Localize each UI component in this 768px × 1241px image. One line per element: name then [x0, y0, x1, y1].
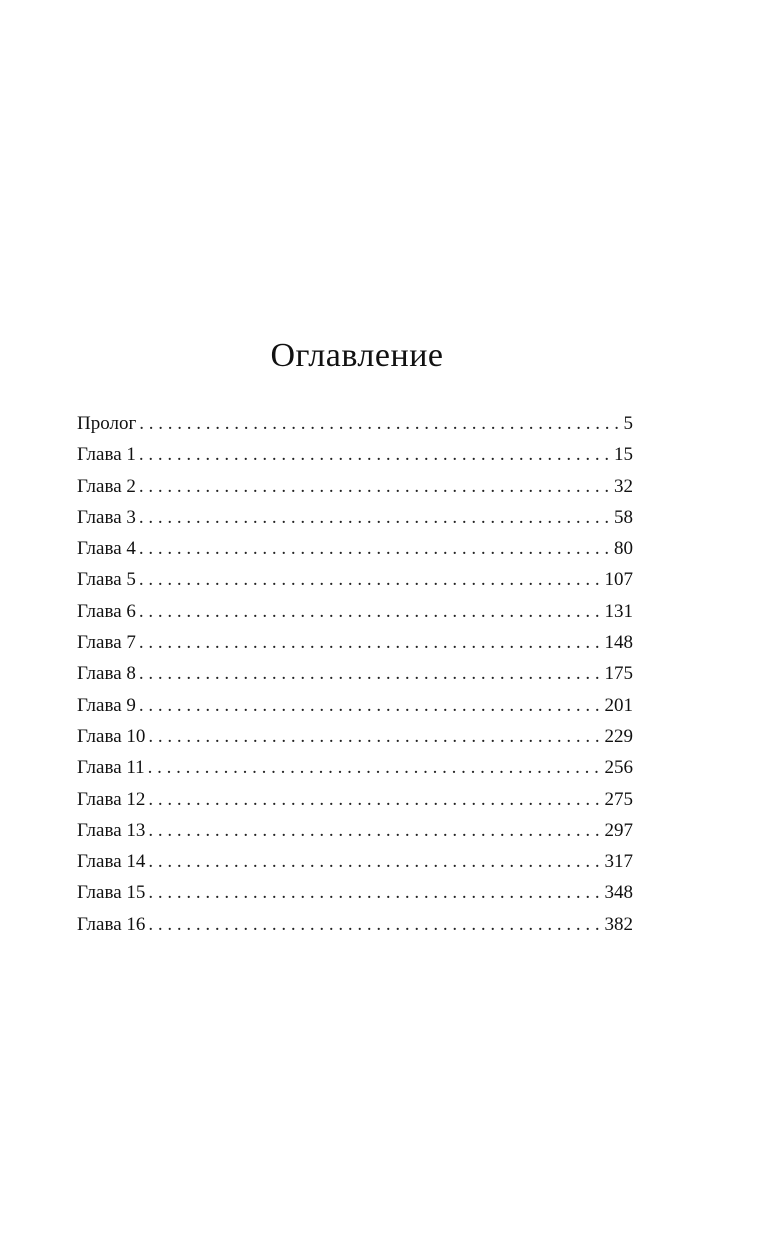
toc-entry-chapter-13: [77, 815, 633, 846]
toc-entry-page-number: 297: [604, 819, 633, 841]
toc-entry-chapter-4: [77, 533, 633, 564]
toc-entry-chapter-14: [77, 846, 633, 877]
toc-entry-label: Глава 15: [77, 882, 146, 904]
toc-entry-page-number: 348: [604, 882, 633, 904]
toc-entry-label: Глава 1: [77, 444, 136, 466]
dot-leader: [139, 690, 603, 721]
toc-entry-prologue: [77, 408, 633, 439]
dot-leader: [148, 815, 602, 846]
toc-entry-chapter-11: [77, 752, 633, 783]
toc-entry-label: Глава 13: [77, 819, 146, 841]
toc-entry-label: Глава 10: [77, 725, 146, 747]
dot-leader: [139, 533, 612, 564]
toc-entry-label: Пролог: [77, 413, 137, 434]
toc-entry-chapter-8: [77, 658, 633, 689]
dot-leader: [139, 471, 612, 502]
toc-entry-chapter-15: [77, 877, 633, 908]
toc-entry-chapter-12: [77, 784, 633, 815]
toc-entry-label: Глава 16: [77, 913, 146, 935]
toc-entry-page-number: 148: [604, 632, 633, 654]
toc-entry-label: Глава 2: [77, 475, 136, 497]
toc-entry-chapter-6: [77, 596, 633, 627]
toc-entry-chapter-7: [77, 627, 633, 658]
dot-leader: [139, 658, 603, 689]
toc-entry-page-number: 131: [604, 600, 633, 622]
toc-entry-label: Глава 11: [77, 757, 145, 779]
dot-leader: [148, 721, 602, 752]
toc-entry-chapter-5: [77, 564, 633, 595]
dot-leader: [139, 627, 603, 658]
toc-entry-label: Глава 6: [77, 600, 136, 622]
toc-entry-page-number: 256: [604, 757, 633, 779]
dot-leader: [139, 439, 612, 470]
page-title: Оглавление: [270, 337, 444, 374]
toc-entry-page-number: 201: [604, 694, 633, 716]
table-of-contents: [77, 408, 633, 940]
dot-leader: [148, 877, 602, 908]
toc-entry-page-number: 317: [604, 851, 633, 873]
toc-entry-chapter-16: [77, 909, 633, 940]
toc-entry-page-number: 107: [604, 569, 633, 591]
toc-entry-page-number: 175: [604, 663, 633, 685]
toc-entry-label: Глава 9: [77, 694, 136, 716]
toc-entry-page-number: 15: [614, 444, 633, 466]
dot-leader: [139, 502, 612, 533]
toc-entry-page-number: 32: [614, 475, 633, 497]
dot-leader: [148, 846, 602, 877]
toc-entry-label: Глава 4: [77, 538, 136, 560]
toc-entry-page-number: 58: [614, 506, 633, 528]
toc-entry-chapter-10: [77, 721, 633, 752]
toc-entry-page-number: 80: [614, 538, 633, 560]
toc-entry-chapter-9: [77, 690, 633, 721]
toc-entry-chapter-3: [77, 502, 633, 533]
toc-entry-label: Глава 3: [77, 506, 136, 528]
dot-leader: [148, 909, 602, 940]
toc-entry-label: Глава 7: [77, 632, 136, 654]
toc-entry-label: Глава 8: [77, 663, 136, 685]
toc-entry-page-number: 229: [604, 725, 633, 747]
toc-entry-label: Глава 12: [77, 788, 146, 810]
toc-entry-label: Глава 14: [77, 851, 146, 873]
dot-leader: [148, 784, 602, 815]
dot-leader: [148, 752, 603, 783]
dot-leader: [139, 408, 621, 439]
toc-entry-page-number: 275: [604, 788, 633, 810]
toc-entry-page-number: 5: [623, 413, 633, 434]
toc-entry-label: Глава 5: [77, 569, 136, 591]
toc-entry-page-number: 382: [604, 913, 633, 935]
dot-leader: [139, 596, 603, 627]
dot-leader: [139, 564, 603, 595]
toc-entry-chapter-1: [77, 439, 633, 470]
toc-entry-chapter-2: [77, 471, 633, 502]
